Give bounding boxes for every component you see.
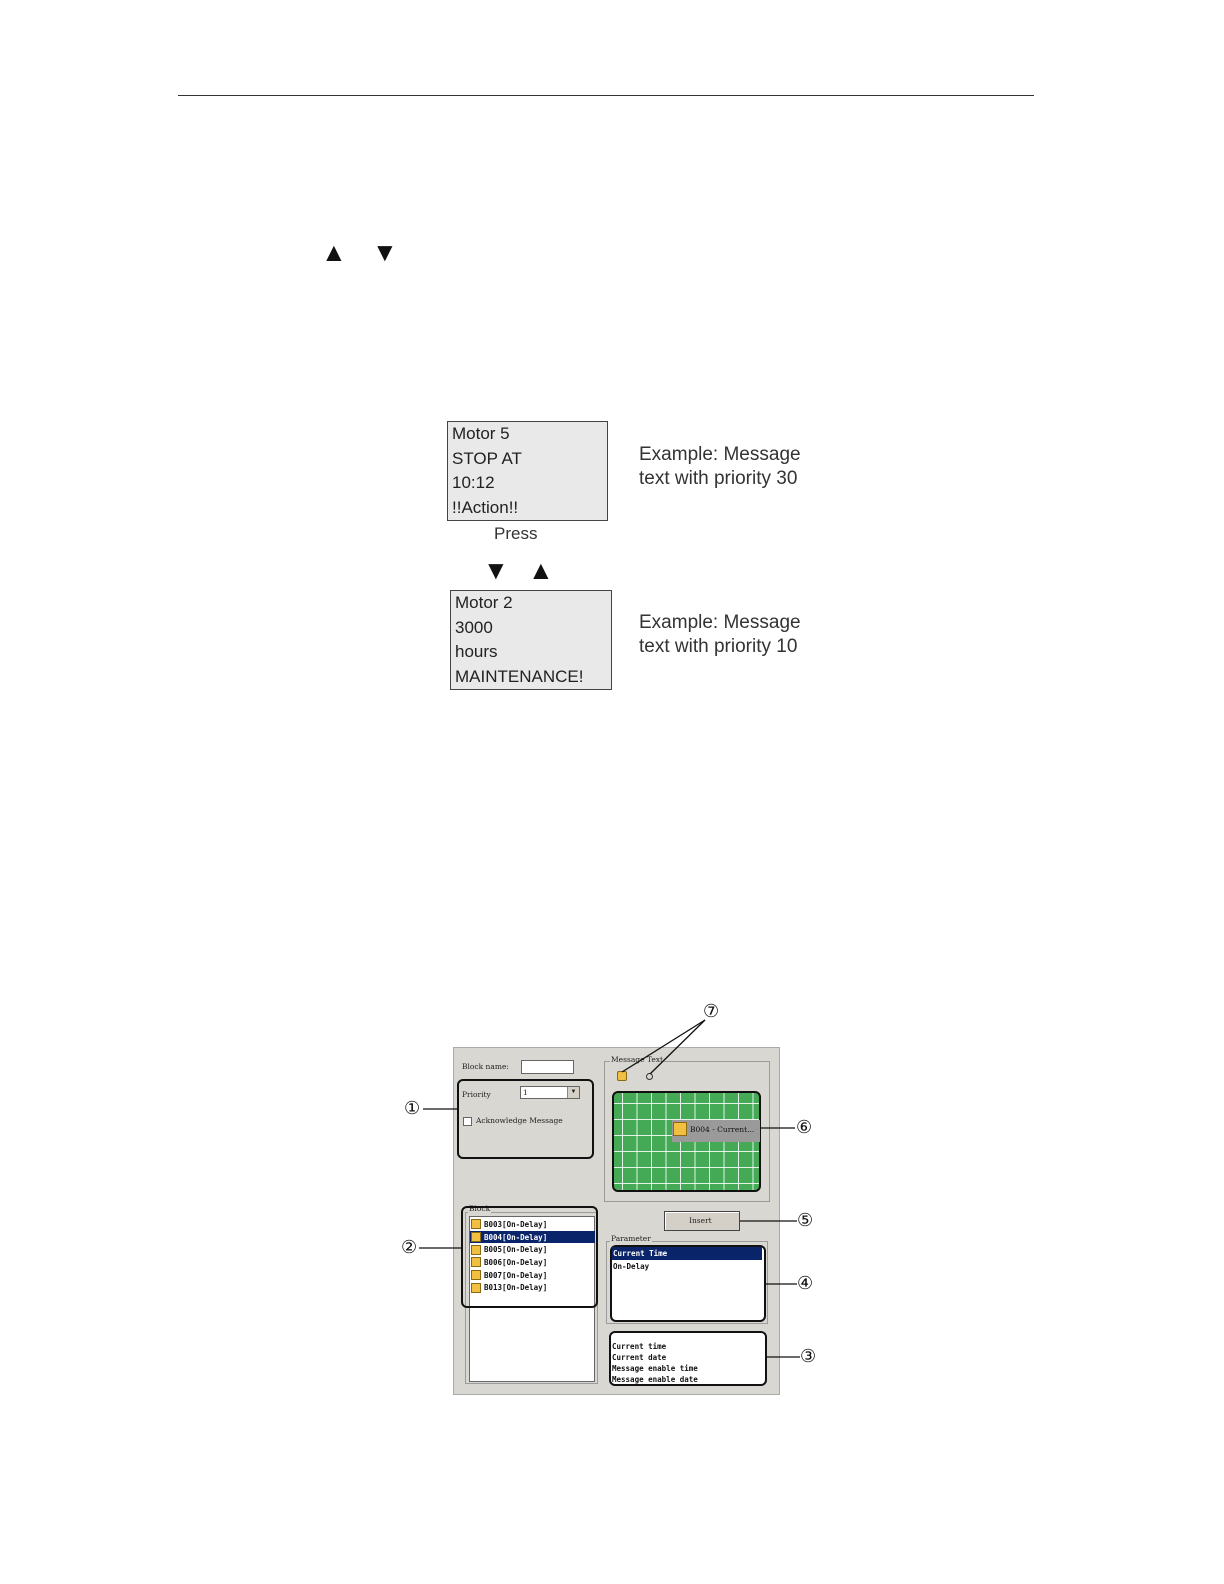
chevron-down-icon[interactable]: ▼ (567, 1087, 579, 1098)
message-text-label: Message Text (611, 1055, 664, 1064)
list-item-label: B005[On-Delay] (484, 1245, 548, 1255)
callout-2: ② (401, 1237, 418, 1258)
callout-4: ④ (797, 1273, 814, 1294)
display-line: Motor 5 (452, 424, 510, 443)
up-arrow-icon: ▲ (528, 555, 554, 585)
list-item-label: Current date (612, 1353, 667, 1362)
callout-line-7b (650, 1020, 705, 1074)
list-item-label: Current time (612, 1342, 667, 1351)
display-line: !!Action!! (452, 497, 519, 517)
list-item-label: B013[On-Delay] (484, 1283, 548, 1293)
down-arrow-icon: ▼ (483, 555, 509, 585)
block-group-label: Block (469, 1204, 491, 1213)
caption-line: Example: Message (639, 612, 801, 633)
grid-block-label: B004 - Current... (690, 1125, 755, 1134)
caption-line: Example: Message (639, 444, 801, 465)
insert-button-label: Insert (689, 1216, 712, 1225)
block-name-label: Block name: (462, 1062, 509, 1071)
list-item-label: Message enable time (612, 1364, 698, 1373)
display-line: 3000 (455, 617, 493, 637)
caption-line: text with priority 30 (639, 468, 798, 489)
caption-line: text with priority 10 (639, 636, 798, 657)
callout-line-7a (622, 1020, 705, 1072)
list-item-label: B004[On-Delay] (484, 1232, 548, 1242)
up-arrow-icon: ▲ (321, 237, 347, 267)
press-label: Press (494, 524, 538, 543)
callout-3: ③ (800, 1346, 817, 1367)
parameter-label: Parameter (611, 1234, 651, 1243)
priority-label: Priority (462, 1090, 491, 1099)
list-item-label: On-Delay (613, 1261, 650, 1271)
down-arrow-icon: ▼ (372, 237, 398, 267)
display-line: Motor 2 (455, 593, 513, 612)
display-line: 10:12 (452, 473, 495, 492)
display-line: MAINTENANCE! (455, 666, 584, 686)
callout-6: ⑥ (796, 1117, 813, 1138)
list-item-label: Message enable date (612, 1375, 698, 1384)
display-line: STOP AT (452, 448, 522, 468)
list-item-label: B003[On-Delay] (484, 1219, 548, 1229)
list-item-label: B007[On-Delay] (484, 1270, 548, 1280)
callout-1: ① (404, 1098, 421, 1119)
acknowledge-label: Acknowledge Message (476, 1116, 563, 1125)
priority-value: 1 (523, 1088, 528, 1097)
display-line: hours (455, 642, 498, 661)
callout-7: ⑦ (703, 1001, 720, 1022)
list-item-label: B006[On-Delay] (484, 1257, 548, 1267)
list-item-label: Current Time (613, 1248, 668, 1258)
callout-5: ⑤ (797, 1210, 814, 1231)
